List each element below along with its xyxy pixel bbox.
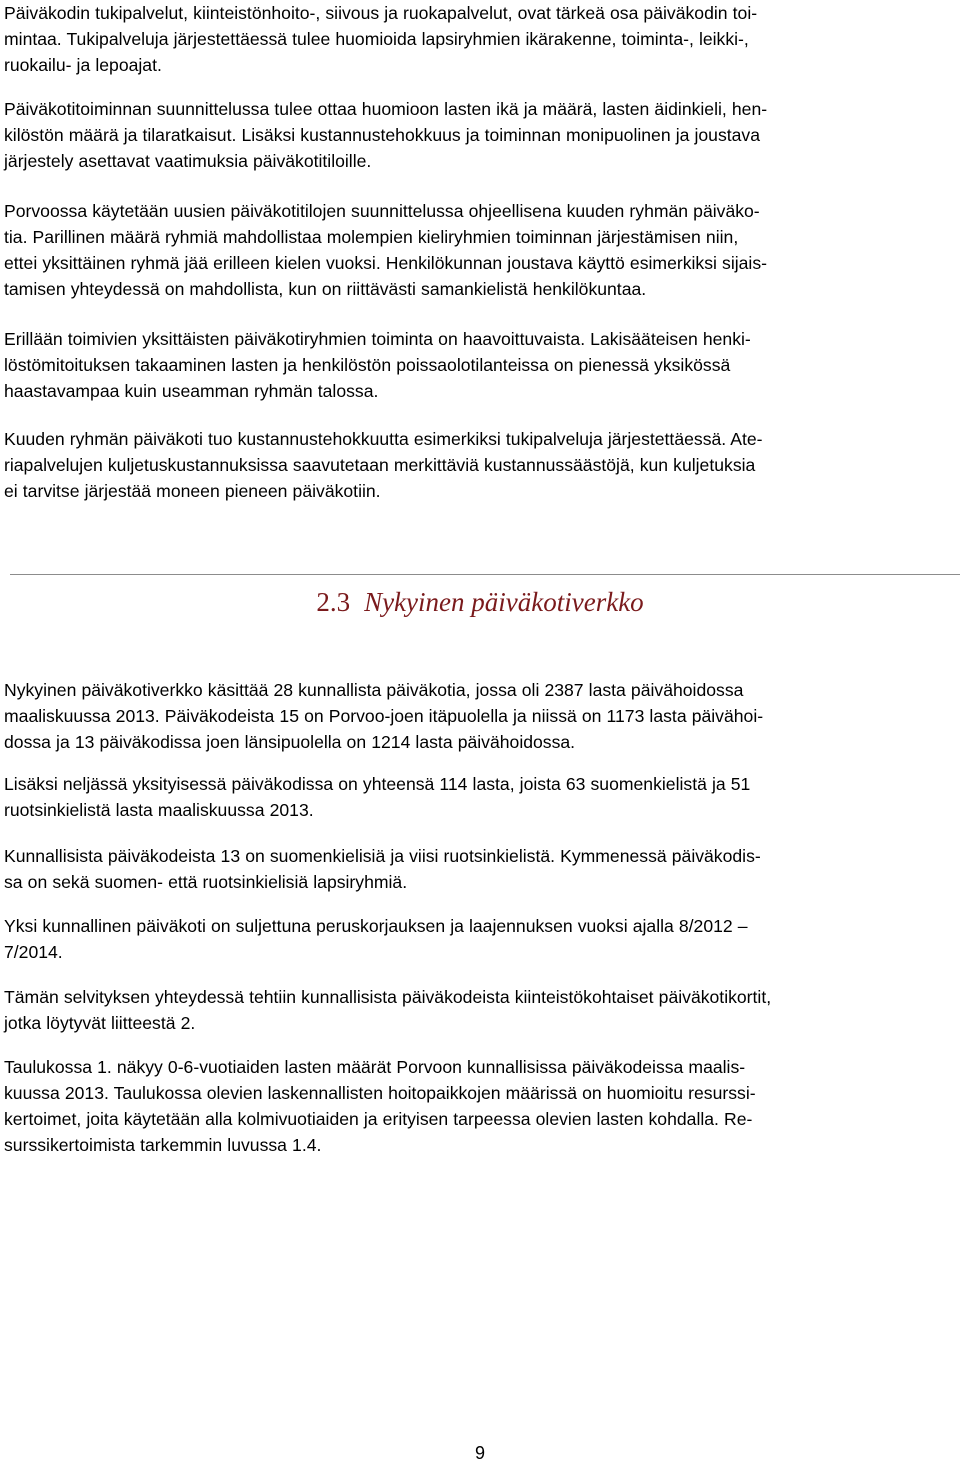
text-line: maaliskuussa 2013. Päiväkodeista 15 on Porvoo-joen itäpuolella ja niissä on 1173 lasta päivähoi- [4, 706, 764, 726]
text-line: mintaa. Tukipalveluja järjestettäessä tulee huomioida lapsiryhmien ikärakenne, toiminta-, leikki-, [4, 29, 749, 49]
paragraph-closed-daycare [4, 913, 748, 965]
text-line: Tämän selvityksen yhteydessä tehtiin kunnallisista päiväkodeista kiinteistökohtaiset päiväkotikortit, [4, 987, 772, 1007]
paragraph-private-daycares [4, 771, 750, 823]
text-line: dossa ja 13 päiväkodissa joen länsipuolella on 1214 lasta päivähoidossa. [4, 732, 576, 752]
text-line: jotka löytyvät liitteestä 2. [4, 1013, 196, 1033]
text-line: järjestely asettavat vaatimuksia päiväkotitiloille. [4, 151, 372, 171]
text-line: haastavampaa kuin useamman ryhmän talossa. [4, 381, 379, 401]
text-line: surssikertoimista tarkemmin luvussa 1.4. [4, 1135, 322, 1155]
text-line: tamisen yhteydessä on mahdollista, kun on riittävästi samankielistä henkilökuntaa. [4, 279, 647, 299]
text-line: kilöstön määrä ja tilaratkaisut. Lisäksi kustannustehokkuus ja toiminnan monipuolinen ja joustava [4, 125, 761, 145]
text-line: Porvoossa käytetään uusien päiväkotitilojen suunnittelussa ohjeellisena kuuden ryhmän päiväko- [4, 201, 760, 221]
paragraph-vulnerability [4, 326, 751, 404]
paragraph-table-reference [4, 1054, 756, 1158]
text-line: tia. Parillinen määrä ryhmiä mahdollistaa molempien kieliryhmien toiminnan järjestämisen niin, [4, 227, 739, 247]
text-line: kertoimet, joita käytetään alla kolmivuotiaiden ja erityisen tarpeessa olevien lasten kohdalla. Re- [4, 1109, 753, 1129]
text-line: Kunnallisista päiväkodeista 13 on suomenkielisiä ja viisi ruotsinkielistä. Kymmenessä päiväkodis- [4, 846, 761, 866]
text-line: ei tarvitse järjestää moneen pieneen päiväkotiin. [4, 481, 381, 501]
text-line: Nykyinen päiväkotiverkko käsittää 28 kunnallista päiväkotia, jossa oli 2387 lasta päivähoidossa [4, 680, 744, 700]
paragraph-property-cards [4, 984, 771, 1036]
text-line: ruotsinkielistä lasta maaliskuussa 2013. [4, 800, 314, 820]
text-line: Kuuden ryhmän päiväkoti tuo kustannustehokkuutta esimerkiksi tukipalveluja järjestettäessä. Ate- [4, 429, 763, 449]
text-line: Päiväkotitoiminnan suunnittelussa tulee ottaa huomioon lasten ikä ja määrä, lasten äidinkieli, hen- [4, 99, 768, 119]
text-line: riapalvelujen kuljetuskustannuksissa saavutetaan merkittäviä kustannussäästöjä, kun kuljetuksia [4, 455, 756, 475]
paragraph-six-group-guideline [4, 198, 767, 302]
paragraph-cost-efficiency [4, 426, 763, 504]
section-divider [10, 574, 960, 575]
section-title: Nykyinen päiväkotiverkko [364, 587, 644, 617]
paragraph-current-network [4, 677, 763, 755]
text-line: Päiväkodin tukipalvelut, kiinteistönhoito-, siivous ja ruokapalvelut, ovat tärkeä osa päiväkodin toi- [4, 3, 758, 23]
text-line: Lisäksi neljässä yksityisessä päiväkodissa on yhteensä 114 lasta, joista 63 suomenkielistä ja 51 [4, 774, 751, 794]
text-line: ruokailu- ja lepoajat. [4, 55, 162, 75]
paragraph-planning [4, 96, 767, 174]
page-number: 9 [474, 1443, 485, 1463]
paragraph-support-services [4, 0, 757, 78]
section-number: 2.3 [316, 587, 351, 617]
text-line: Yksi kunnallinen päiväkoti on suljettuna peruskorjauksen ja laajennuksen vuoksi ajalla 8/2012 – [4, 916, 748, 936]
text-line: 7/2014. [4, 942, 63, 962]
text-line: ettei yksittäinen ryhmä jää erilleen kielen vuoksi. Henkilökunnan joustava käyttö esimerkiksi sijais- [4, 253, 767, 273]
text-line: sa on sekä suomen- että ruotsinkielisiä lapsiryhmiä. [4, 872, 408, 892]
section-heading [0, 587, 960, 618]
paragraph-languages [4, 843, 761, 895]
text-line: Erillään toimivien yksittäisten päiväkotiryhmien toiminta on haavoittuvaista. Lakisääteisen henki- [4, 329, 751, 349]
text-line: Taulukossa 1. näkyy 0-6-vuotiaiden lasten määrät Porvoon kunnallisissa päiväkodeissa maalis- [4, 1057, 746, 1077]
text-line: löstömitoituksen takaaminen lasten ja henkilöstön poissaolotilanteissa on pienessä yksikössä [4, 355, 731, 375]
text-line: kuussa 2013. Taulukossa olevien laskennallisten hoitopaikkojen määrissä on huomioitu resurssi- [4, 1083, 756, 1103]
